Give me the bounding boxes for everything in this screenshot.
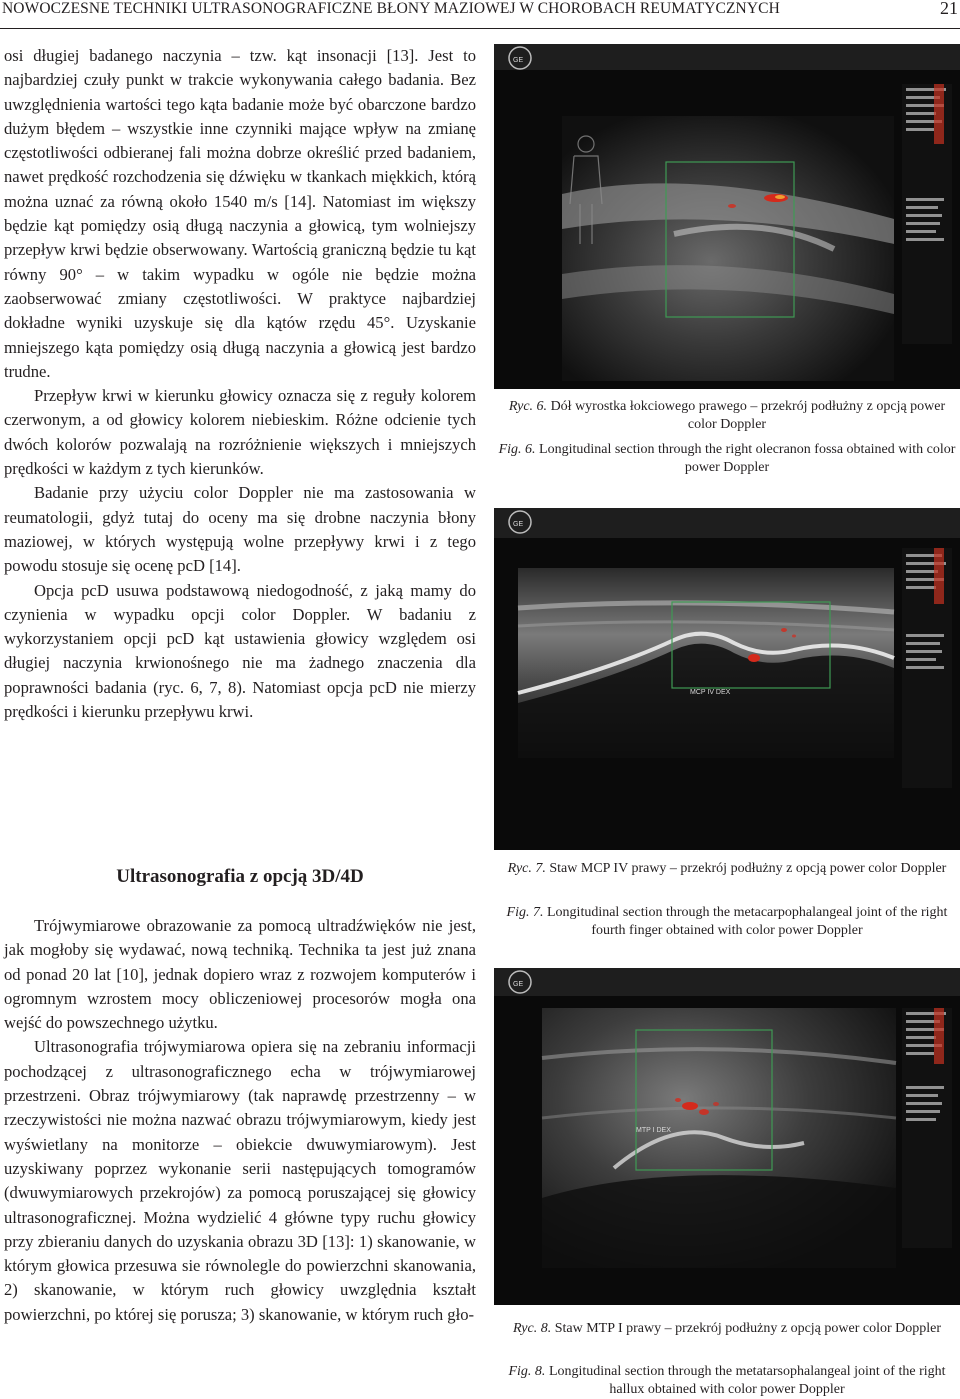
figure-label: Fig. 7. (506, 905, 544, 920)
figure-caption-en (494, 904, 960, 940)
caption-text: Longitudinal section through the metacarpophalangeal joint of the right fourth finger obtained with color power Doppler (543, 905, 948, 938)
caption-text: Longitudinal section through the metatarsophalangeal joint of the right hallux obtained with color power Doppler (545, 1364, 946, 1397)
paragraph: Przepływ krwi w kierunku głowicy oznacza się z reguły kolorem czerwonym, a od głowicy kolorem niebieskim. Różne odcienie tych dwóch kolorów pozwalają na rozróżnienie większych i mniejszych prędkości w każdym z tych kierunków. (4, 386, 476, 479)
paragraph: Trójwymiarowe obrazowanie za pomocą ultradźwięków nie jest, jak mogłoby się wydawać, nową techniką. Technika ta jest już znana od ponad 20 lat [10], jednak dopiero wraz z rozwojem komputerów i ogromnym wzrostem mocy obliczeniowej procesorów mogła ona wejść do powszechnego użytku. (4, 916, 476, 1033)
figure-caption-pl (494, 398, 960, 434)
figure-caption-pl (494, 1320, 960, 1338)
body-text-column-2 (4, 914, 476, 1327)
ultrasound-image-fig6 (494, 44, 960, 389)
running-header (0, 0, 960, 29)
figure-label: Ryc. 6. (508, 399, 548, 414)
caption-text: Longitudinal section through the right olecranon fossa obtained with color power Doppler (535, 442, 956, 475)
ge-logo-text: GE (513, 521, 524, 528)
figure-label: Ryc. 8. (512, 1321, 552, 1336)
figure-label: Fig. 6. (498, 442, 536, 457)
scan-label-text: MCP IV DEX (690, 689, 731, 696)
running-header-title: NOWOCZESNE TECHNIKI ULTRASONOGRAFICZNE BŁONY MAZIOWEJ W CHOROBACH REUMATYCZNYCH (2, 0, 780, 17)
body-text-column-1 (4, 44, 476, 724)
figure-label: Ryc. 7. (507, 861, 546, 876)
figure-caption-en (494, 441, 960, 477)
section-heading: Ultrasonografia z opcją 3D/4D (116, 866, 364, 887)
paragraph: Opcja pcD usuwa podstawową niedogodność, z jaką mamy do czynienia w wypadku opcji color Doppler. W badaniu z wykorzystaniem opcji pcD kąt ustawienia głowicy względem osi długiej naczynia krwionośnego nie ma żadnego znaczenia dla poprawności badania (ryc. 6, 7, 8). Natomiast opcja pcD nie mierzy prędkości i kierunku przepływu krwi. (4, 580, 476, 722)
scan-label-text: MTP I DEX (636, 1127, 671, 1134)
caption-text: Staw MCP IV prawy – przekrój podłużny z opcją power color Doppler (545, 861, 947, 876)
figure-caption-pl (494, 860, 960, 878)
figure-caption-en (494, 1363, 960, 1399)
paragraph: Badanie przy użyciu color Doppler nie ma zastosowania w reumatologii, gdyż tutaj do oceny ma się drobne naczynia błony maziowej, w których występują wolne przepływy krwi i z tego powodu stosuje się ocenę pcD [14]. (4, 483, 476, 576)
ultrasound-image-fig8 (494, 968, 960, 1305)
ge-logo-text: GE (513, 981, 524, 988)
caption-text: Staw MTP I prawy – przekrój podłużny z opcją power color Doppler (551, 1321, 942, 1336)
page-number: 21 (940, 0, 958, 18)
paragraph: osi długiej badanego naczynia – tzw. kąt insonacji [13]. Jest to najbardziej czuły punkt w trakcie wykonywania całego badania. Bez uwzględnienia wartości tego kąta badanie może być obarczone bardzo dużym błędem – wszystkie inne czynniki mające wpływ na zmianę częstotliwości odbieranej fali można dobrze określić przed badaniem, nawet prędkość rozchodzenia się dźwięku w tkankach miękkich, którą można uznać za równą około 1540 m/s [14]. Natomiast im większy będzie kąt pomiędzy osią długą naczynia a głowicą, tym wolniejszy przepływ krwi będzie obserwowany. Wartością graniczną będzie tu kąt równy 90° – w takim wypadku w ogóle nie będzie można zaobserwować zmiany częstotliwości. W praktyce najbardziej dokładne wyniki uzyskuje się dla kątów rzędu 45°. Uzyskanie mniejszego kąta pomiędzy osią długą naczynia a głowicą jest bardzo trudne. (4, 46, 476, 381)
ultrasound-image-fig7 (494, 508, 960, 850)
ge-logo-text: GE (513, 57, 524, 64)
figure-label: Fig. 8. (508, 1364, 546, 1379)
paragraph: Ultrasonografia trójwymiarowa opiera się na zebraniu informacji pochodzącej z ultrasonograficznego echa w trójwymiarowej przestrzeni. Obraz trójwymiarowy (tak naprawdę przestrzenny – w rzeczywistości nie można nazwać obrazu trójwymiarowym, kiedy jest wyświetlany na monitorze – obiekcie dwuwymiarowym). Jest uzyskiwany poprzez wykonanie serii następujących tomogramów (dwuwymiarowych przekrojów) za pomocą poruszającej się głowicy ultrasonograficznej. Można wydzielić 4 główne typy ruchu głowicy przy zbieraniu danych do uzyskania obrazu 3D [13]: 1) skanowanie, w którym głowica przesuwa sie równolegle do powierzchni skanowania, 2) skanowanie, w którym ruch głowicy uwzględnia kształt powierzchni, po której się porusza; 3) skanowanie, w którym ruch gło- (4, 1037, 476, 1324)
caption-text: Dół wyrostka łokciowego prawego – przekrój podłużny z opcją power color Doppler (547, 399, 946, 432)
